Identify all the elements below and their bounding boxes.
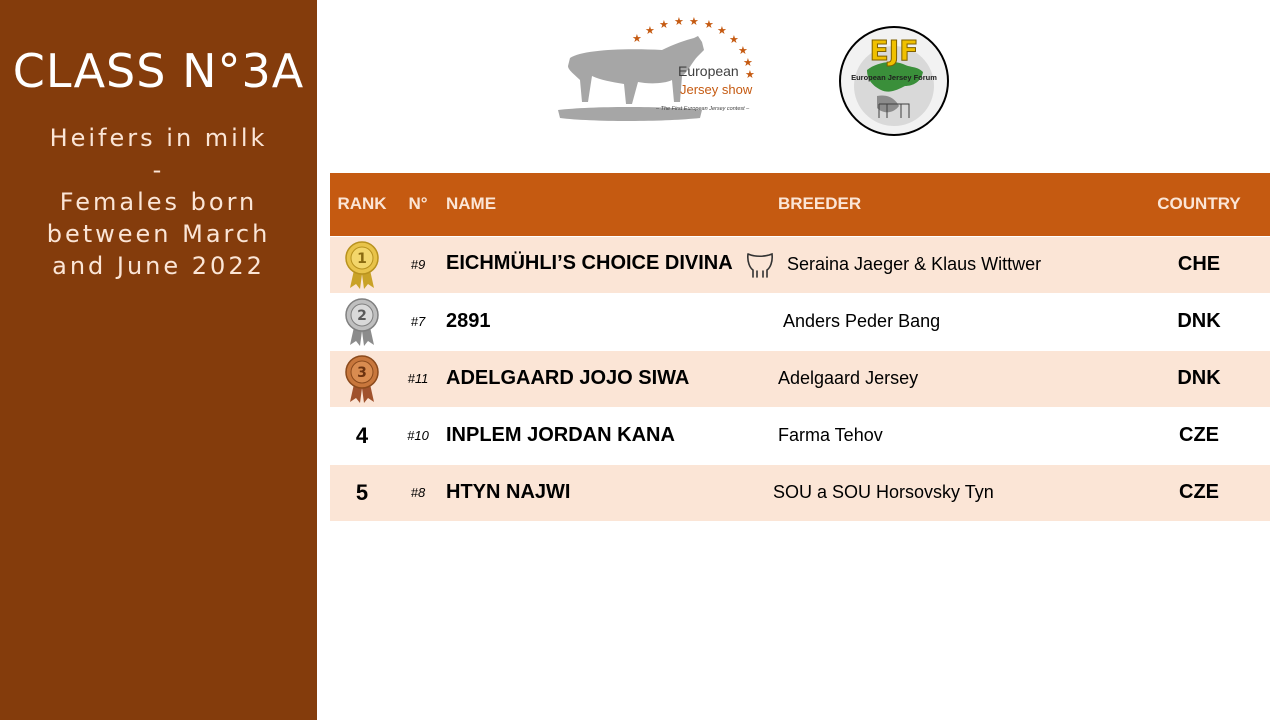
subtitle-line: and June 2022 xyxy=(52,252,265,280)
udder-icon xyxy=(745,250,775,280)
table-row xyxy=(330,236,1270,293)
breeder-cell xyxy=(778,236,1128,293)
header-rank: RANK xyxy=(330,173,394,236)
animal-name: INPLEM JORDAN KANA xyxy=(446,424,675,446)
european-jersey-forum-logo xyxy=(837,24,951,138)
animal-name: EICHMÜHLI’S CHOICE DIVINA xyxy=(446,251,733,274)
svg-text:★: ★ xyxy=(729,33,739,46)
country-cell xyxy=(1128,407,1270,464)
header-country: COUNTRY xyxy=(1128,173,1270,236)
rank-cell xyxy=(330,464,394,521)
entry-number: #10 xyxy=(407,427,429,443)
rank-number: 4 xyxy=(355,422,369,448)
breeder-cell xyxy=(778,407,1128,464)
class-title: CLASS N°3A xyxy=(12,44,305,98)
medal-rank: 2 xyxy=(357,307,367,324)
ejs-line2: Jersey show xyxy=(680,82,753,97)
table-header-row xyxy=(330,173,1270,236)
country-code: CZE xyxy=(1179,481,1219,504)
country-code: CZE xyxy=(1179,424,1219,446)
subtitle-line: - xyxy=(152,156,165,184)
table-row xyxy=(330,407,1270,464)
name-cell xyxy=(442,236,778,293)
medal-rank: 3 xyxy=(357,364,367,381)
number-cell xyxy=(394,407,442,464)
svg-text:★: ★ xyxy=(745,68,755,81)
svg-text:★: ★ xyxy=(743,56,753,69)
table-row xyxy=(330,350,1270,407)
breeder-name: Anders Peder Bang xyxy=(783,311,941,331)
country-code: DNK xyxy=(1177,367,1221,389)
breeder-name: Farma Tehov xyxy=(778,425,883,445)
animal-name: 2891 xyxy=(446,310,491,332)
class-subtitle xyxy=(0,122,317,282)
svg-text:★: ★ xyxy=(704,18,714,31)
breeder-name: SOU a SOU Horsovsky Tyn xyxy=(773,482,994,503)
number-cell xyxy=(394,350,442,407)
ejs-line3: – The First European Jersey contest – xyxy=(656,106,750,112)
country-code: CHE xyxy=(1177,253,1221,275)
entry-number: #8 xyxy=(410,484,426,500)
header-breeder: BREEDER xyxy=(778,173,1128,236)
header-name: NAME xyxy=(442,173,778,236)
number-cell xyxy=(394,293,442,350)
table-row xyxy=(330,293,1270,350)
breeder-cell xyxy=(778,350,1128,407)
ejs-line1: European xyxy=(678,63,739,79)
breeder-name: Seraina Jaeger & Klaus Wittwer xyxy=(787,254,1042,274)
rank-cell xyxy=(330,350,394,407)
svg-text:★: ★ xyxy=(717,24,727,37)
number-cell xyxy=(394,236,442,293)
svg-text:★: ★ xyxy=(632,32,642,45)
subtitle-line: Females born xyxy=(59,188,258,216)
country-cell xyxy=(1128,350,1270,407)
subtitle-line: Heifers in milk xyxy=(49,124,268,152)
european-jersey-show-logo xyxy=(552,14,788,136)
svg-text:★: ★ xyxy=(645,24,655,37)
svg-text:★: ★ xyxy=(689,15,699,28)
gold-medal-icon xyxy=(343,240,381,290)
entry-number: #7 xyxy=(410,313,426,329)
animal-name: HTYN NAJWI xyxy=(446,481,571,504)
name-cell xyxy=(442,464,778,521)
entry-number: #9 xyxy=(410,256,426,272)
breeder-cell xyxy=(778,293,1128,350)
ejf-letters: EJF xyxy=(869,34,919,67)
country-cell xyxy=(1128,293,1270,350)
svg-text:★: ★ xyxy=(659,18,669,31)
breeder-cell xyxy=(773,464,1128,521)
country-cell xyxy=(1128,236,1270,293)
name-cell xyxy=(442,293,778,350)
rank-cell xyxy=(330,407,394,464)
breeder-name: Adelgaard Jersey xyxy=(778,368,919,388)
svg-text:★: ★ xyxy=(738,44,748,57)
rank-cell xyxy=(330,293,394,350)
bronze-medal-icon xyxy=(343,354,381,404)
country-code: DNK xyxy=(1177,310,1221,332)
ejf-caption: European Jersey Forum xyxy=(851,73,937,82)
name-cell xyxy=(442,407,778,464)
results-table xyxy=(330,173,1270,521)
animal-name: ADELGAARD JOJO SIWA xyxy=(446,367,690,389)
svg-text:★: ★ xyxy=(674,15,684,28)
name-cell xyxy=(442,350,778,407)
sidebar xyxy=(0,0,317,720)
entry-number: #11 xyxy=(407,370,429,386)
silver-medal-icon xyxy=(343,297,381,347)
rank-cell xyxy=(330,236,394,293)
medal-rank: 1 xyxy=(357,250,367,267)
header-number: N° xyxy=(394,173,442,236)
country-cell xyxy=(1128,464,1270,521)
rank-number: 5 xyxy=(355,479,369,505)
subtitle-line: between March xyxy=(46,220,271,248)
table-row xyxy=(330,464,1270,521)
number-cell xyxy=(394,464,442,521)
